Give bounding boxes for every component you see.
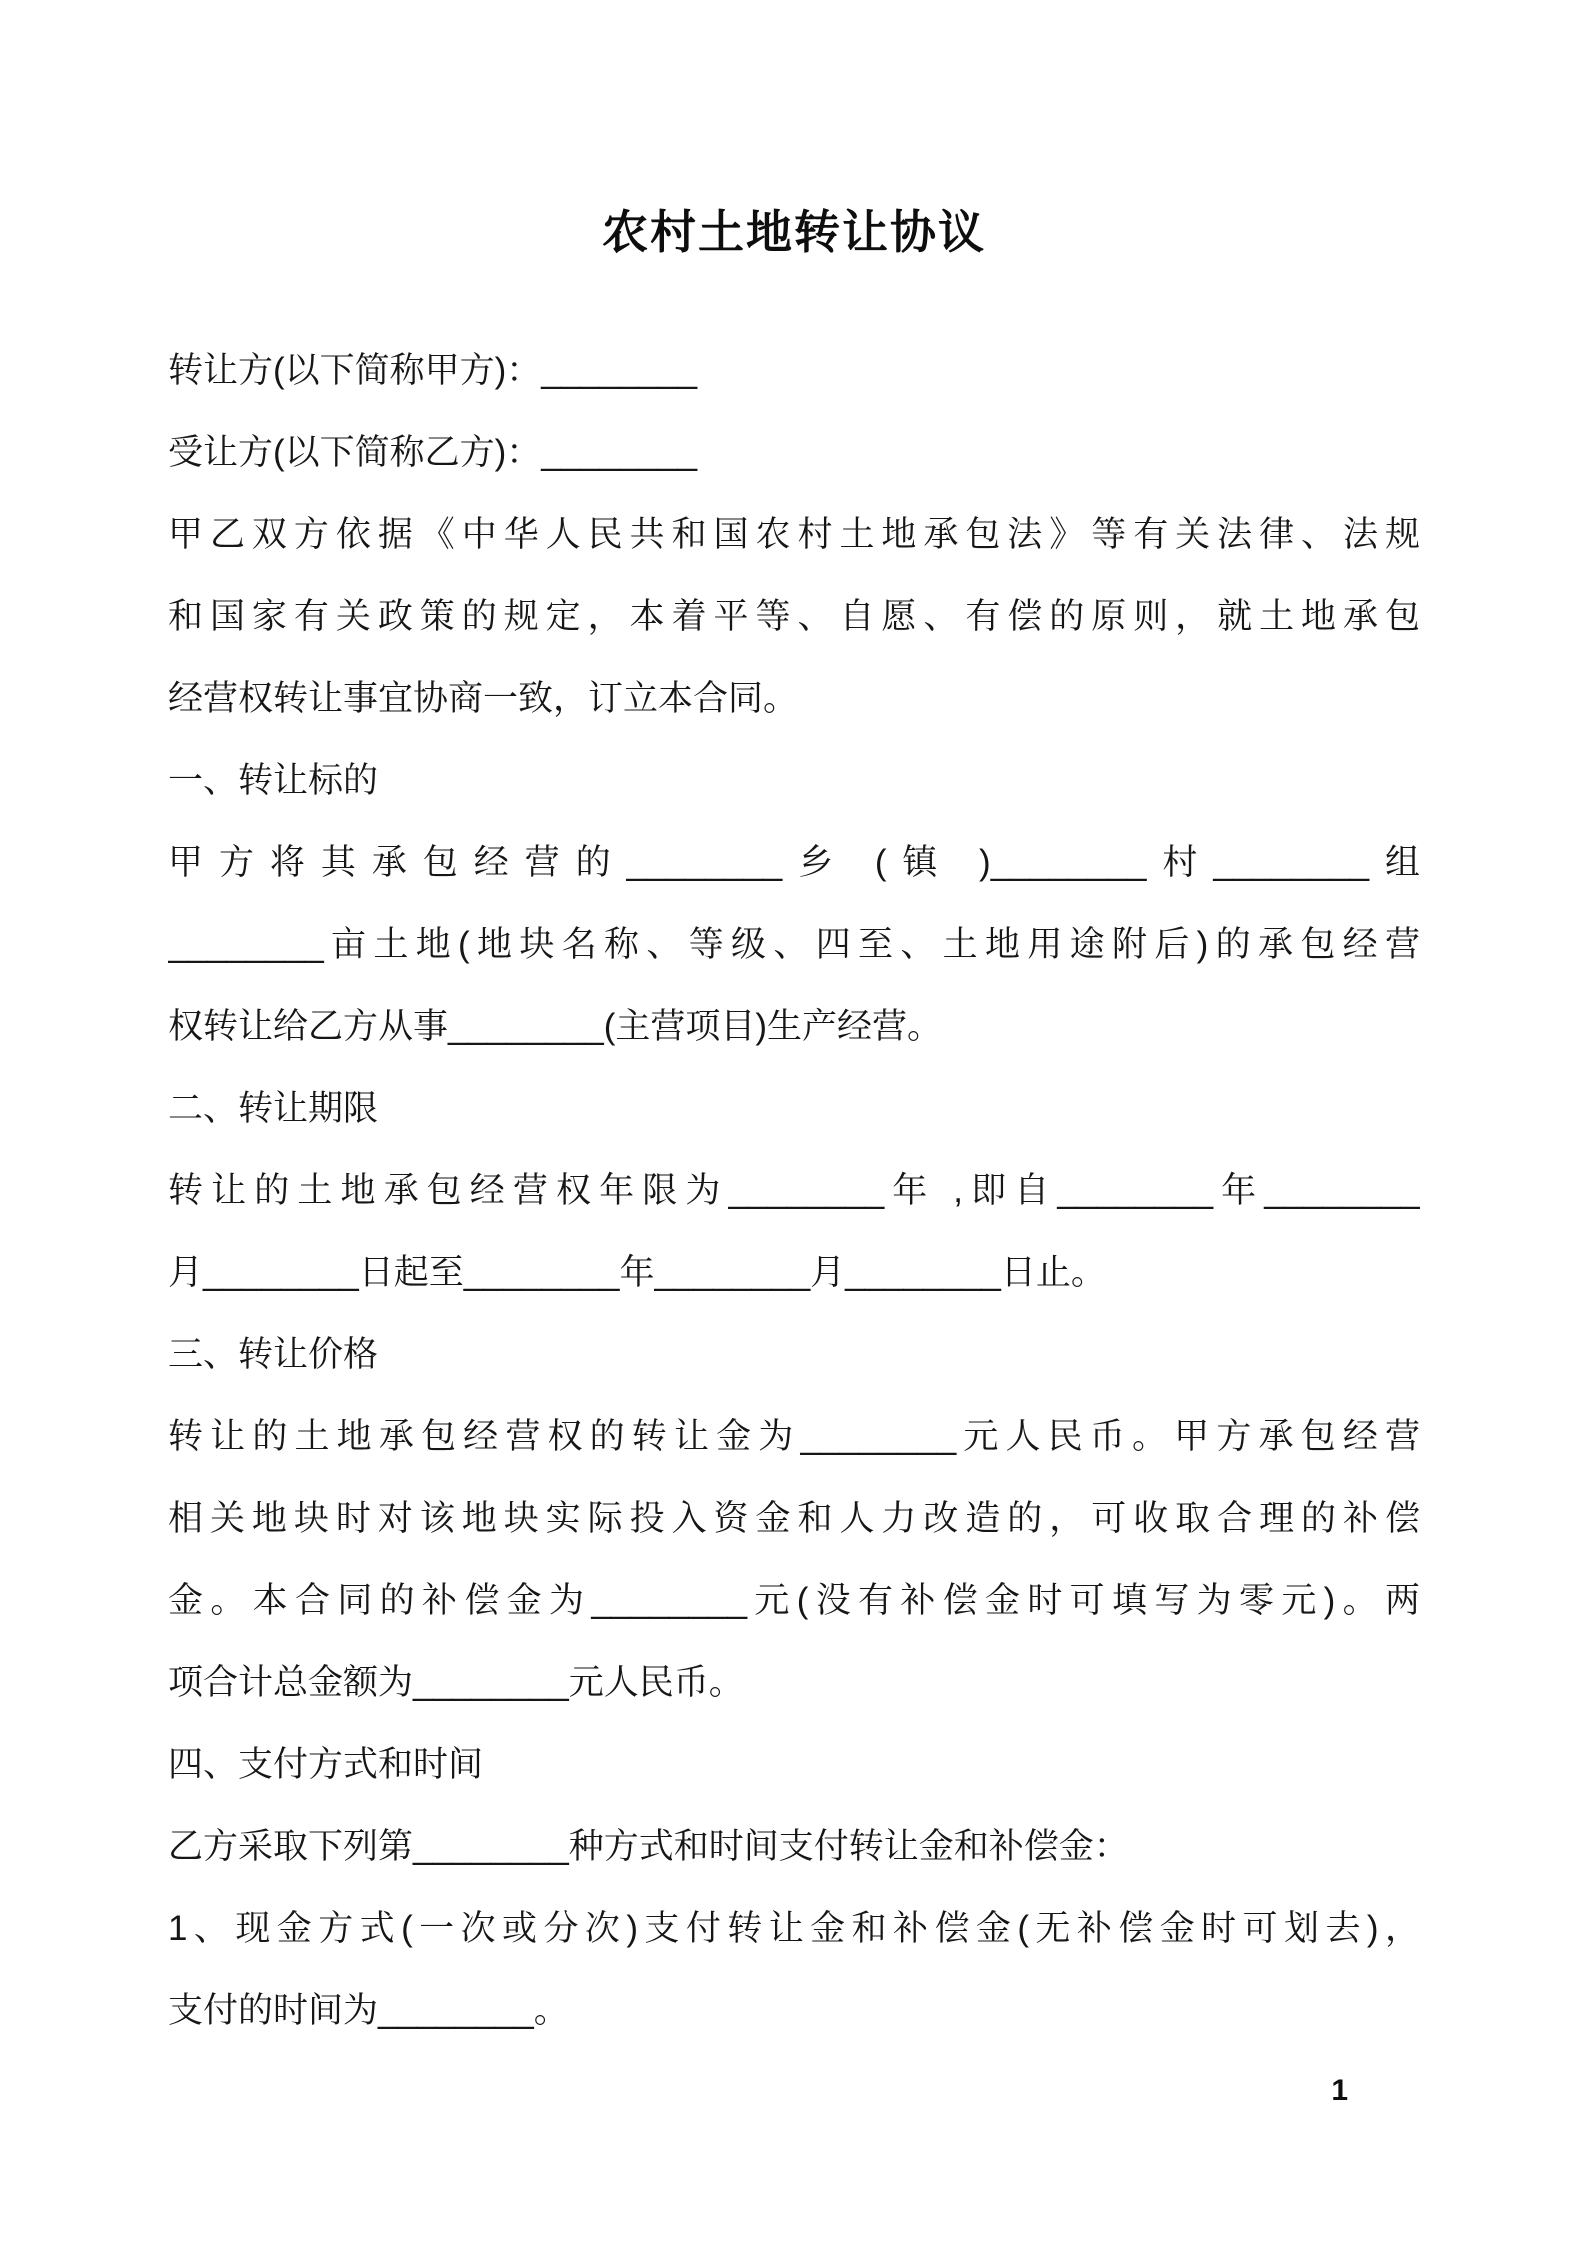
transferor-line: 转让方(以下简称甲方)：________ — [168, 351, 698, 390]
page-number: 1 — [1331, 2074, 1348, 2107]
section-1-line-3: 权转让给乙方从事________(主营项目)生产经营。 — [168, 1007, 943, 1046]
section-4-line-1: 乙方采取下列第________种方式和时间支付转让金和补偿金： — [168, 1827, 1129, 1866]
section-3-line-4: 项合计总金额为________元人民币。 — [168, 1663, 744, 1702]
transferee-line: 受让方(以下简称乙方)：________ — [168, 433, 698, 472]
payment-option-1-line-1: 1、现金方式(一次或分次)支付转让金和补偿金(无补偿金时可划去)， — [168, 1909, 1420, 1948]
section-1-line-2: ________亩土地(地块名称、等级、四至、土地用途附后)的承包经营 — [168, 925, 1420, 964]
section-2-line-2: 月________日起至________年________月________日止。 — [168, 1253, 1106, 1292]
section-3-line-3: 金。本合同的补偿金为________元(没有补偿金时可填写为零元)。两 — [168, 1581, 1420, 1620]
payment-option-1-line-2: 支付的时间为________。 — [168, 1991, 569, 2030]
section-3-heading: 三、转让价格 — [168, 1335, 379, 1374]
preamble-line-2: 和国家有关政策的规定，本着平等、自愿、有偿的原则，就土地承包 — [168, 597, 1420, 636]
section-2-heading: 二、转让期限 — [168, 1089, 379, 1128]
section-1-heading: 一、转让标的 — [168, 761, 379, 800]
section-3-line-1: 转让的土地承包经营权的转让金为________元人民币。甲方承包经营 — [168, 1417, 1420, 1456]
section-2-line-1: 转让的土地承包经营权年限为________年 ,即自________年________ — [168, 1171, 1420, 1210]
preamble-line-1: 甲乙双方依据《中华人民共和国农村土地承包法》等有关法律、法规 — [168, 515, 1420, 554]
document-body — [168, 330, 1420, 2052]
document-title: 农村土地转让协议 — [602, 206, 986, 258]
section-1-line-1: 甲方将其承包经营的________乡 (镇 )________村________组 — [168, 843, 1420, 882]
section-3-line-2: 相关地块时对该地块实际投入资金和人力改造的，可收取合理的补偿 — [168, 1499, 1420, 1538]
preamble-line-3: 经营权转让事宜协商一致，订立本合同。 — [168, 679, 799, 718]
section-4-heading: 四、支付方式和时间 — [168, 1745, 484, 1784]
